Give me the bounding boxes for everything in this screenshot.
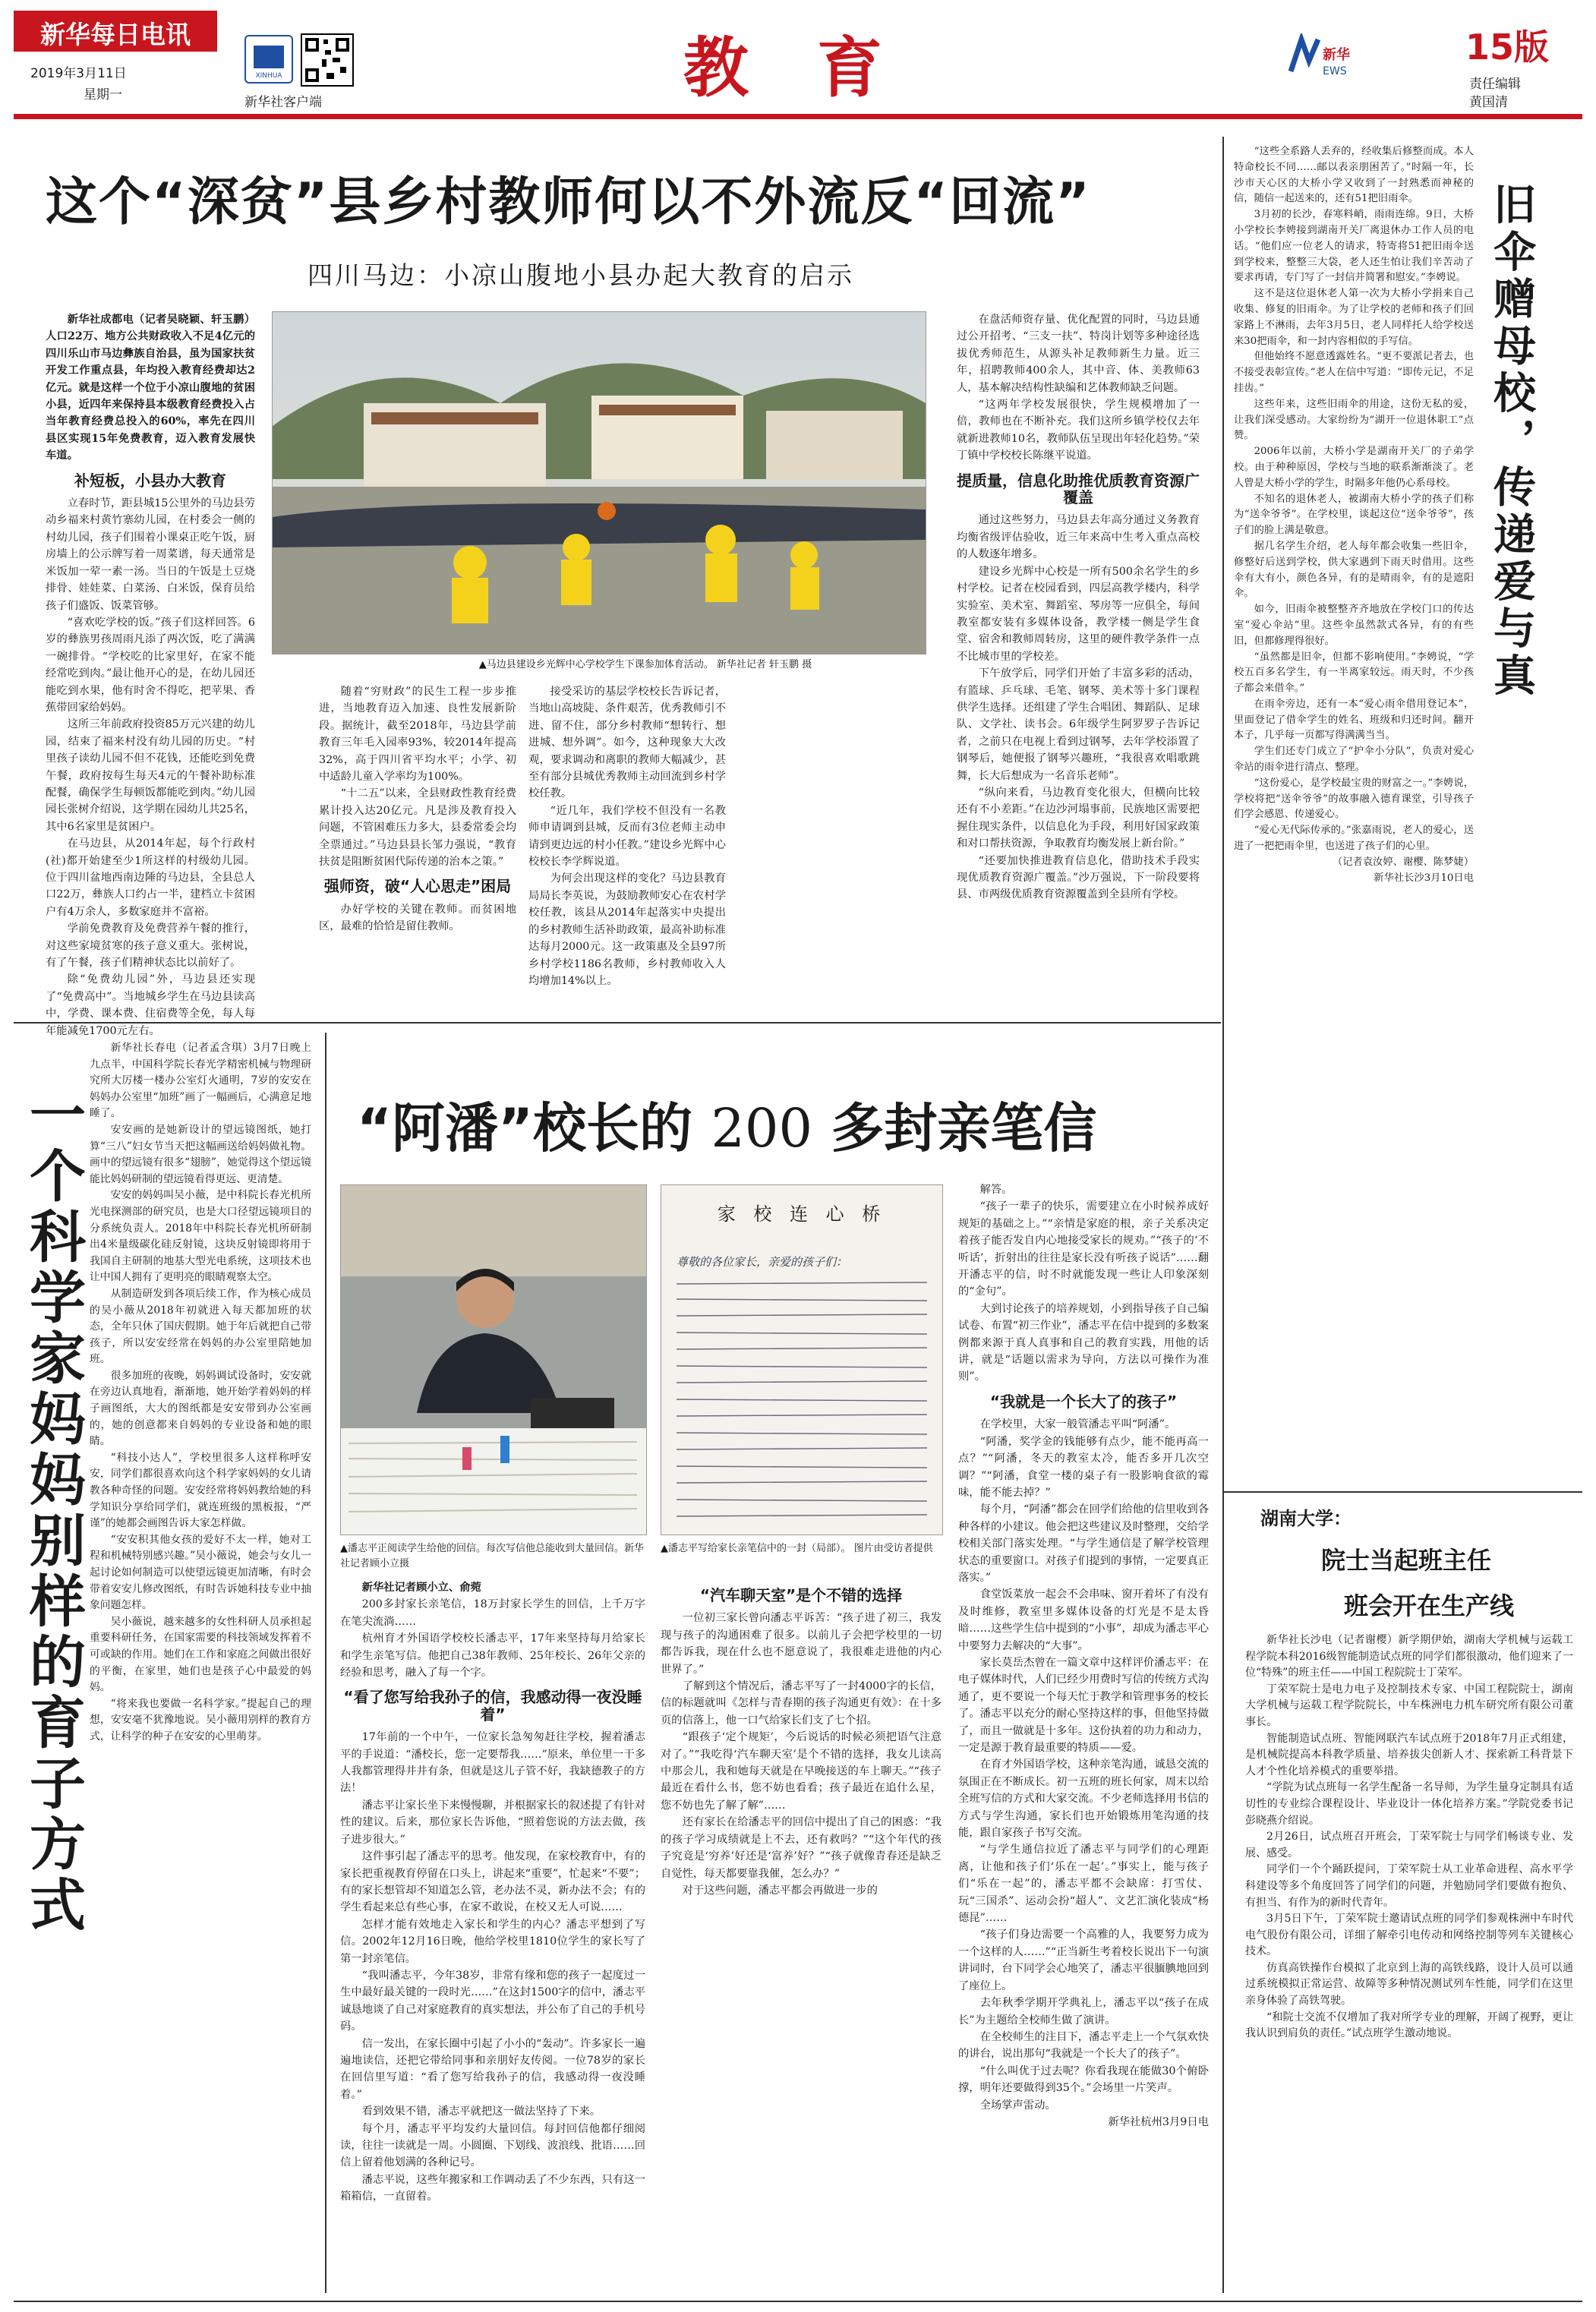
paragraph: 下午放学后，同学们开始了丰富多彩的活动，有篮球、乒乓球、毛笔、钢琴、美术等十多门课程供学生选择。还组建了学生合唱团、舞蹈队、足球队、文学社、读书会。6年级学生阿罗罗子告诉记者，之前只在电视上看到过钢琴，去年学校添置了钢琴后，她便报了钢琴兴趣班，“我很喜欢唱歌跳舞，长大后想成为一名音乐老师”。 xyxy=(957,667,1200,782)
article2-sub1: “看了您写给我孙子的信，我感动得一夜没睡着” xyxy=(343,1688,642,1724)
right-sidebar-rule xyxy=(1222,137,1224,2293)
article2-headline-num: 200 xyxy=(711,1097,812,1159)
paragraph: “还要加快推进教育信息化，借助技术手段实现优质教育资源广覆盖。”沙万强说，下一阶段要将县、市两级优质教育资源覆盖到全县所有学校。 xyxy=(957,854,1200,901)
paragraph: 仿真高铁操作台模拟了北京到上海的高铁线路，设计人员可以通过系统模拟正常运营、故障等多种情况测试列车性能，同学们在这里亲身体验了高铁驾驶。 xyxy=(1245,1961,1573,2008)
paragraph: 食堂饭菜放一起会不会串味、窗开着坏了有没有及时维修，教室里多媒体设备的灯光是不是太昏暗……这些学生信中提到的“小事”，却成为潘志平心中要努力去解决的“大事”。 xyxy=(958,1588,1209,1652)
article1-col2 xyxy=(319,683,516,935)
svg-text:EWS: EWS xyxy=(1323,65,1347,77)
article1-sub2: 强师资，破“人心思走”困局 xyxy=(323,877,512,896)
article2-byline: 新华社记者顾小立、俞菀 xyxy=(361,1582,481,1594)
paragraph: 解答。 xyxy=(979,1184,1013,1196)
paragraph: 信一发出，在家长圈中引起了小小的“轰动”。许多家长一遍遍地读信，还把它带给同事和亲朋好友传阅。一位78岁的家长在回信里写道：“看了您写给我孙子的信，我感动得一夜没睡着。” xyxy=(340,2037,645,2101)
article2-sub2: “汽车聊天室”是个不错的选择 xyxy=(699,1586,903,1604)
paragraph: “安安积其他女孩的爱好不太一样，她对工程和机械特别感兴趣。”吴小薇说，她会与女儿一起讨论如何制造可以使望远镜更加清晰，有时会带着安安儿修改图纸，有时告诉她科技专业中抽象问题怎样。 xyxy=(90,1533,311,1612)
paragraph: 在盘活师资存量、优化配置的同时，马边县通过公开招考、“三支一扶”、特岗计划等多种途径选拔优秀师范生，从源头补足教师新生力量。近三年，招聘教师400余人，其中音、体、美教师63人，基本解决结构性缺编和艺体教师缺乏问题。 xyxy=(957,314,1200,394)
article2-headline-a: “阿潘”校长的 xyxy=(357,1097,693,1159)
letter-title: 家 校 连 心 桥 xyxy=(717,1203,887,1225)
brand-name: 新华每日电讯 xyxy=(40,20,191,49)
umbrella-story-title: 旧伞赠母校，传递爱与真 xyxy=(1487,182,1536,700)
paragraph: 吴小薇说，越来越多的女性科研人员承担起重要科研任务，在国家需要的科技领域发挥着不可或缺的作用。她们在工作和家庭之间做出很好的平衡，在家里，她们也是孩子心中最爱的妈妈。 xyxy=(90,1615,311,1694)
article2-col3 xyxy=(958,1181,1209,2131)
paragraph: 了解到这个情况后，潘志平写了一封4000字的长信，信的标题就叫《怎样与青春期的孩子沟通更有效》：在十多页的信落上，他一口气给家长们支了七个招。 xyxy=(661,1680,942,1727)
paragraph: 潘志平让家长坐下来慢慢聊，并根据家长的叙述提了有针对性的建议。后来，那位家长告诉他，“照着您说的方法去做，孩子进步很大。” xyxy=(340,1799,645,1846)
issue-weekday: 星期一 xyxy=(84,87,122,103)
letter-photo xyxy=(661,1184,943,1535)
paragraph: 智能制造试点班、智能网联汽车试点班于2018年7月正式组建，是机械院提高本科教学质量、培养拔尖创新人才、探索新工科背景下人才个性化培养模式的重要举措。 xyxy=(1245,1732,1573,1777)
section-title: 教 育 xyxy=(683,30,905,106)
article2-sub3: “我就是一个长大了的孩子” xyxy=(989,1392,1178,1411)
paragraph: 办好学校的关键在教师。而贫困地区，最难的恰恰是留住教师。 xyxy=(319,903,516,933)
client-label: 新华社客户端 xyxy=(244,95,322,110)
paragraph: 接受采访的基层学校校长告诉记者，当地山高坡陡、条件艰苦，优秀教师引不进、留不住，部分乡村教师“想转行、想进城、想外调”。如今，这种现象大大改观，要求调动和离职的教师大幅减少，甚至有部分县城优秀教师主动回流到乡村学校任教。 xyxy=(528,686,726,800)
paragraph: 这件事引起了潘志平的思考。他发现，在家校教育中，有的家长把重视教育停留在口头上，讲起来“重要”，忙起来“不要”；有的家长想管却不知道怎么管，老办法不灵，新办法不会；有的学生看起来总有些心事，在家不敢说，在校又无人可说…… xyxy=(340,1850,645,1914)
paragraph: 丁荣军院士是电力电子及控制技术专家、中国工程院院士，湖南大学机械与运载工程学院院长，中车株洲电力机车研究所有限公司董事长。 xyxy=(1245,1683,1573,1728)
paragraph: 很多加班的夜晚，妈妈调试设备时，安安就在旁边认真地看，渐渐地，她开始学着妈妈的样子画图纸，大大的图纸都是安安带到办公室画的，她的创意都来自妈妈的专业设备和她的眼睛。 xyxy=(90,1369,311,1448)
scientist-story-title: 一个科学家妈妈别样的育子方式 xyxy=(21,1086,86,1936)
article1-lead: 新华社成都电（记者吴晓颖、轩玉鹏）人口22万、地方公共财政收入不足4亿元的四川乐山市马边彝族自治县，虽为国家扶贫开发工作重点县，年均投入教育经费却达2亿元。就是这样一个位于小凉山腹地的贫困小县，近四年来保持县本级教育经费投入占当年教育经费总投入的60%，率先在四川县区实现15年免费教育，迈入教育发展快车道。 xyxy=(46,314,255,462)
umbrella-byline: （记者袁汝婷、谢樱、陈梦婕） xyxy=(1332,856,1474,868)
paragraph: 随着“穷财政”的民生工程一步步推进，当地教育迈入加速、良性发展新阶段。据统计，截至2018年，马边县学前教育三年毛入园率93%，较2014年提高32%，高于四川省平均水平；小学、初中适龄儿童入学率均为100%。 xyxy=(319,686,516,784)
paragraph: “学院为试点班每一名学生配备一名导师，为学生量身定制具有适切性的专业综合课程设计、毕业设计一体化培养方案。”学院党委书记彭晓燕介绍说。 xyxy=(1245,1781,1573,1827)
paragraph: 学生们还专门成立了“护伞小分队”，负责对爱心伞站的雨伞进行清点、整理。 xyxy=(1234,746,1474,774)
issue-date: 2019年3月11日 xyxy=(30,66,127,81)
paragraph: 如今，旧雨伞被整整齐齐地放在学校门口的传达室“爱心伞站”里。这些伞虽然款式各异，有的有些旧，但都修理得很好。 xyxy=(1234,604,1474,647)
umbrella-story-body xyxy=(1234,144,1474,886)
page-number: 15版 xyxy=(1465,27,1550,68)
article1-sub3: 提质量，信息化助推优质教育资源广覆盖 xyxy=(957,471,1200,507)
article2-col1 xyxy=(340,1579,645,2206)
paragraph: 杭州育才外国语学校校长潘志平，17年来坚持每月给家长和学生亲笔写信。他把自己38年教师、25年校长、26年父亲的经验和思考，融入了每一个字。 xyxy=(340,1632,645,1680)
paragraph: “喜欢吃学校的饭。”孩子们这样回答。6岁的彝族男孩周雨凡添了两次饭，吃了满满一碗排骨。“学校吃的比家里好，在家不能经常吃到肉。”最让他开心的是，在幼儿园还能吃到水果，他有时舍不得吃，把苹果、香蕉带回家给妈妈。 xyxy=(46,616,255,714)
paragraph: “我叫潘志平，今年38岁，非常有缘和您的孩子一起度过一生中最好最关键的一段时光……”在这封1500字的信中，潘志平诚恳地谈了自己对家庭教育的真实想法，并公布了自己的手机号码。 xyxy=(340,1969,645,2033)
paragraph: 安安画的是她新设计的望远镜图纸，她打算“三八”妇女节当天把这幅画送给妈妈做礼物。画中的望远镜有很多“翅膀”，她觉得这个望远镜能比妈妈研制的望远镜看得更远、更清楚。 xyxy=(90,1123,311,1185)
paragraph: “和院士交流不仅增加了我对所学专业的理解，开阔了视野，更让我认识到肩负的责任。”试点班学生激动地说。 xyxy=(1245,2011,1573,2040)
footer-rule xyxy=(14,2301,1582,2302)
letter-greeting: 尊敬的各位家长，亲爱的孩子们： xyxy=(677,1255,848,1269)
paragraph: 在全校师生的注目下，潘志平走上一个气氛欢快的讲台，说出那句“我就是一个长大了的孩子”。 xyxy=(958,2030,1209,2061)
paragraph: 新华社长春电（记者孟含琪）3月7日晚上九点半，中国科学院长春光学精密机械与物理研究所大厉楼一楼办公室灯火通明，7岁的安安在妈妈办公室里“加班”画了一幅画后，心满意足地睡了。 xyxy=(90,1042,311,1120)
paragraph: “虽然都是旧伞，但都不影响使用。”李娉说，“学校五百多名学生，有一半离家较远。雨天时，不少孩子都会来借伞。” xyxy=(1234,651,1474,695)
paragraph: 据几名学生介绍，老人每年都会收集一些旧伞，修整好后送到学校，供大家遇到下雨天时借用。这些伞有大有小，颜色各异，有的是晴雨伞，有的是遮阳伞。 xyxy=(1234,540,1474,600)
basketball-photo xyxy=(272,311,926,654)
paragraph: 不知名的退休老人，被湖南大桥小学的孩子们称为“送伞爷爷”。在学校里，谈起这位“送伞爷爷”，孩子们的脸上满是敬意。 xyxy=(1234,493,1474,537)
paragraph: 还有家长在给潘志平的回信中提出了自己的困惑：“我的孩子学习成绩就是上不去，还有救吗？”“这个年代的孩子究竟是‘穷养’好还是‘富养’好？”“孩子就像青春还是缺乏自觉性，每天都要靠我催，怎么办？” xyxy=(661,1816,942,1880)
paragraph: 在马边县，从2014年起，每个行政村(社)都开始建至少1所这样的村级幼儿园。位于四川盆地西南边陲的马边县，全县总人口22万，彝族人口约占一半，建档立卡贫困户有4万余人，多数家庭并不富裕。 xyxy=(46,837,255,918)
paragraph: 全场掌声雷动。 xyxy=(979,2099,1056,2112)
xinhua-logo-icon xyxy=(244,35,293,84)
paragraph: 同学们一个个踊跃提问，丁荣军院士从工业革命进程、高水平学科建设等多个角度回答了同学们的问题，并勉励同学们要做有抱负、有担当、有作为的新时代青年。 xyxy=(1245,1863,1573,1909)
paragraph: 为何会出现这样的变化？马边县教育局局长李英说，为鼓励教师安心在农村学校任教，该县从2014年起落实中央提出的乡村教师生活补助政策，最高补助标准达每月2000元。这一政策惠及全县97所乡村学校1186名教师，乡村教师收入人均增加14%以上。 xyxy=(528,872,726,987)
paragraph: 这所三年前政府投资85万元兴建的幼儿园，结束了福来村没有幼儿园的历史。“村里孩子读幼儿园不但不花钱，还能吃到免费午餐，政府按每生每天4元的午餐补助标准配餐，确保学生每顿饭都能吃到肉。”幼儿园园长张树介绍说，这学期在园幼儿共25名，其中6名家里是贫困户。 xyxy=(46,718,255,833)
paragraph: 怎样才能有效地走入家长和学生的内心？潘志平想到了写信。2002年12月16日晚，他给学校里1810位学生的家长写了第一封亲笔信。 xyxy=(340,1918,645,1965)
paragraph: 安安的妈妈叫吴小薇，是中科院长春光机所光电探测部的研究员，也是大口径望远镜项目的分系统负责人。2018年中科院长春光机所研制出4米量级碳化硅反射镜，这块反射镜即将用于我国自主研制的地基大型光电系统，这项技术也让中国人拥有了更明亮的眼睛观察太空。 xyxy=(90,1189,311,1284)
basketball-photo-caption: ▲马边县建设乡光辉中心学校学生下课参加体育活动。 新华社记者 轩玉鹏 摄 xyxy=(478,659,812,670)
paragraph: 潘志平说，这些年搬家和工作调动丢了不少东西，只有这一箱箱信，一直留着。 xyxy=(340,2173,645,2203)
paragraph: 学前免费教育及免费营养午餐的推行，对这些家境贫寒的孩子意义重大。张树说，有了午餐，孩子们精神状态比以前好了。 xyxy=(46,923,255,970)
article2-headline xyxy=(357,1086,1096,1162)
paragraph: “与学生通信拉近了潘志平与同学们的心理距离，让他和孩子们‘乐在一起’。”事实上，能与孩子们“乐在一起”的，潘志平都不会缺席：打雪仗、玩“三国杀”、运动会扮“超人”、文艺汇演化装成“杨德昆”…… xyxy=(958,1844,1209,1925)
paragraph: 2006年以前，大桥小学是湖南开关厂的子弟学校。由于种种原因，学校与当地的联系渐渐淡了。老人曾是大桥小学的学生，时隔多年他仍心系母校。 xyxy=(1234,446,1474,489)
paragraph: “纵向来看，马边教育变化很大，但横向比较还有不小差距。”在边沙河塌事前，民族地区需要把握住现实条件，以信息化为手段，利用好国家政策和对口帮扶资源，争取教育均衡发展上新台阶。” xyxy=(957,786,1200,850)
paragraph: “阿潘，奖学金的钱能够有点少，能不能再高一点？”“阿潘，冬天的教室太冷，能否多开几次空调？”“阿潘，食堂一楼的桌子有一股影响食欲的霉味，能不能去掉？” xyxy=(958,1435,1209,1499)
paragraph: “孩子们身边需要一个高雅的人，我要努力成为一个这样的人……”“正当新生考着校长说出下一句演讲词时，台下同学会心地笑了，潘志平很腼腆地回到了座位上。 xyxy=(958,1929,1209,1992)
paragraph: 200多封家长亲笔信，18万封家长学生的回信，上千万字在笔尖流淌…… xyxy=(340,1598,645,1628)
paragraph: 对于这些问题，潘志平都会再做进一步的 xyxy=(682,1884,878,1897)
article2-dateline: 新华社杭州3月9日电 xyxy=(1108,2115,1209,2128)
article1-sub1: 补短板，小县办大教育 xyxy=(74,471,226,490)
paragraph: “将来我也要做一名科学家。”提起自己的理想，安安毫不犹豫地说。吴小薇用别样的教育方式，让科学的种子在安安的心里萌芽。 xyxy=(90,1697,311,1743)
paragraph: 一位初三家长曾向潘志平诉苦：“孩子进了初三，我发现与孩子的沟通困难了很多。以前儿子会把学校里的一切都告诉我，现在什么也不愿意说了，我很难走进他的内心世界了。” xyxy=(661,1612,942,1676)
paragraph: “科技小达人”，学校里很多人这样称呼安安，同学们都很喜欢向这个科学家妈妈的女儿请教各种奇怪的问题。安安经常将妈妈教给她的科学知识分享给同学们，就连班级的黑板报，“严谨”的她都会画图告诉大家怎样做。 xyxy=(90,1451,311,1530)
paragraph: “近几年，我们学校不但没有一名教师申请调到县城，反而有3位老师主动申请到更边远的村小任教。”建设乡光辉中心校校长李学辉说道。 xyxy=(528,804,726,869)
paragraph: 在育才外国语学校，这种亲笔沟通，诚恳交流的氛围正在不断成长。初一五班的班长何家，周末以给全班写信的方式和大家交流。不少老师选择用书信的方式与学生沟通，家长们也开始锻炼用笔沟通的技能，跟自家孩子书写交流。 xyxy=(958,1758,1209,1840)
paragraph: “爱心无代际传承的。”张嘉雨说，老人的爱心，送进了一把把雨伞里，也送进了孩子们的心里。 xyxy=(1234,825,1474,853)
hunan-body xyxy=(1245,1632,1573,2042)
article1-col4 xyxy=(957,311,1200,904)
article1-headline: 这个“深贫”县乡村教师何以不外流反“回流” xyxy=(46,172,1091,232)
hunan-top-rule xyxy=(1224,1491,1582,1493)
paragraph: 通过这些努力，马边县去年高分通过义务教育均衡省级评估验收，近三年来高中生考入重点高校的人数逐年增多。 xyxy=(957,514,1200,561)
editor-label: 责任编辑 xyxy=(1469,77,1521,92)
hunan-kicker: 湖南大学： xyxy=(1260,1508,1352,1529)
article2-headline-b: 多封亲笔信 xyxy=(831,1097,1097,1159)
paragraph: 3月5日下午，丁荣军院士邀请试点班的同学们参观株洲中车时代电气股份有限公司，详细了解牵引电传动和网络控制等列车关键核心技术。 xyxy=(1245,1913,1573,1958)
paragraph: 家长莫岳杰曾在一篇文章中这样评价潘志平：在电子媒体时代，人们已经少用费时写信的传统方式沟通了，更不要说一个每天忙于教学和管理事务的校长了。潘志平以充分的耐心坚持这样的事，但他坚持做了，而且一做就是十多年。这份执着的功力和动力，一定是源于教育最重要的特质——爱。 xyxy=(958,1656,1209,1754)
paragraph: 这不是这位退休老人第一次为大桥小学捐来自己收集、修复的旧雨伞。为了让学校的老师和孩子们回家路上不淋雨，去年3月5日，老人同样托人给学校送来30把雨伞，和一封内容相似的手写信。 xyxy=(1234,288,1474,347)
paragraph: “这些全系路人丢弃的，经收集后修整而成。本人特命校长不同……邮以表亲朋困苦了。”时隔一年，长沙市天心区的大桥小学又收到了一封熟悉而神秘的信，随信一起送来的，还有51把旧雨伞。 xyxy=(1234,146,1474,205)
paragraph: 但他始终不愿意透露姓名。“更不要派记者去，也不接受表彰宣传。”老人在信中写道：“即传元记，不足挂齿。” xyxy=(1234,351,1474,394)
paragraph: 在学校里，大家一般管潘志平叫“阿潘”。 xyxy=(979,1418,1176,1431)
paragraph: “跟孩子‘定个规矩’，今后说话的时候必须把语气注意对了。”“我吃得‘汽车聊天室’是个不错的选择，我女儿读高中那会儿，我和她每天就是在早晚接送的车上聊天。”“孩子最近在看什么书，您不妨也看看；孩子最近在追什么星，您不妨也先了解了解”…… xyxy=(661,1731,942,1812)
scientist-story-body xyxy=(90,1040,311,1746)
article1-col1 xyxy=(46,311,255,1039)
hunan-title-1: 院士当起班主任 xyxy=(1321,1546,1492,1575)
svg-text:新华: 新华 xyxy=(1323,47,1350,63)
paragraph: 立春时节，距县城15公里外的马边县劳动乡福来村黄竹寨幼儿园，在村委会一侧的村幼儿园，孩子们围着小课桌正吃午饭，厨房墙上的公示牌写着一周菜谱，每天通常是米饭加一荤一素一汤。当日的午饭是土豆烧排骨、娃娃菜、白菜汤、白米饭，保育员给孩子们盛饭、饭菜管够。 xyxy=(46,497,255,612)
paragraph: 从制造研发到各项后续工作，作为核心成员的吴小薇从2018年初就进入每天都加班的状态，全年只休了国庆假期。她于年后就把自己带孩子，所以安安经常在妈妈的办公室里陪她加班。 xyxy=(90,1287,311,1366)
hunan-title-2: 班会开在生产线 xyxy=(1344,1591,1515,1620)
principal-photo xyxy=(340,1184,647,1535)
paragraph: 在雨伞旁边，还有一本“爱心雨伞借用登记本”，里面登记了借伞学生的姓名、班级和归还时间。翻开本子，几乎每一页都写得满满当当。 xyxy=(1234,698,1474,742)
news-logo-icon xyxy=(1288,33,1361,79)
paragraph: 新华社长沙电（记者谢樱）新学期伊始，湖南大学机械与运载工程学院本科2016级智能制造试点班的同学们都很激动，他们迎来了一位“特殊”的班主任——中国工程院院士丁荣军。 xyxy=(1245,1634,1573,1680)
article1-bottom-rule xyxy=(14,1022,1221,1024)
paragraph: 17年前的一个中午，一位家长急匆匆赶往学校，握着潘志平的手说道：“潘校长，您一定要帮我……”原来，单位里一干多人我都管理得井井有条，但就是这儿子管不好，我缺德教子的方法！ xyxy=(340,1731,645,1795)
paragraph: “十二五”以来，全县财政性教育经费累计投入达20亿元。凡是涉及教育投入问题，不管困难压力多大，县委常委会均全票通过。”马边县县长邹力强说，“教育扶贫是阻断贫困代际传递的治本之策。” xyxy=(319,787,516,869)
paragraph: “这份爱心，是学校最宝贵的财富之一。”李娉说，学校将把“送伞爷爷”的故事融入德育课堂，引导孩子们学会感恩、传递爱心。 xyxy=(1234,777,1474,821)
left-sidebar-rule xyxy=(325,1033,326,2293)
umbrella-dateline: 新华社长沙3月10日电 xyxy=(1374,872,1474,884)
paragraph: “这两年学校发展很快，学生规模增加了一倍，教师也在不断补充。我们这所乡镇学校仅去年就新进教师10名，教师队伍呈现出年轻化趋势。”荣丁镇中学校校长陈继平说道。 xyxy=(957,399,1200,462)
letter-photo-caption: ▲潘志平写给家长亲笔信中的一封（局部）。 图片由受访者提供 xyxy=(661,1543,933,1554)
paragraph: 去年秋季学期开学典礼上，潘志平以“孩子在成长”为主题给全校师生做了演讲。 xyxy=(958,1997,1209,2027)
article2-col2 xyxy=(661,1579,942,1899)
paragraph: 3月初的长沙，春寒料峭，雨雨连绵。9日，大桥小学校长李娉接到湖南开关厂离退休办工作人员的电话。“他们应一位老人的请求，特寄将51把旧雨伞送到学校来，整整三大袋，老人还生怕让我们辛苦动了要求再请，专门写了一封信并简署和慰安。”李娉说。 xyxy=(1234,209,1474,284)
paragraph: 每个月，潘志平平均发约大量回信。每封回信他都仔细阅读，往往一读就是一周。小圆圈、下划线、波浪线、批语……回信上留着他划满的各种记号。 xyxy=(340,2122,645,2169)
article1-subhead: 四川马边：小凉山腹地小县办起大教育的启示 xyxy=(308,260,854,290)
masthead-rule xyxy=(14,114,1582,119)
article1-col3 xyxy=(528,683,726,989)
paragraph: 看到效果不错，潘志平就把这一做法坚持了下来。 xyxy=(361,2105,601,2118)
paragraph: “什么叫优于过去呢？你看我现在能做30个俯卧撑，明年还要做得到35个。”会场里一片笑声。 xyxy=(958,2064,1209,2095)
paragraph: “孩子一辈子的快乐，需要建立在小时候养成好规矩的基础之上。”“亲情是家庭的根，亲子关系决定着孩子能否发自内心地接受家长的规劝。”“孩子的‘不听话’，折射出的往往是家长没有听孩子说话”……翻开潘志平的信，时不时就能发现一些让人印象深刻的“金句”。 xyxy=(958,1200,1209,1298)
paragraph: 建设乡光辉中心校是一所有500余名学生的乡村学校。记者在校园看到，四层高教学楼内，科学实验室、美术室、舞蹈室、琴房等一应俱全，每间教室都安装有多媒体设备，教学楼一侧是学生食堂、宿舍和教师周转房，这里的硬件教学条件一点不比城市里的学校差。 xyxy=(957,565,1200,663)
qr-code-icon[interactable] xyxy=(301,33,354,87)
paragraph: 这些年来，这些旧雨伞的用途，这份无私的爱，让我们深受感动。大家纷纷为“湖开一位退休职工”点赞。 xyxy=(1234,398,1474,442)
paragraph: 大到讨论孩子的培养规划，小到指导孩子自己编试卷、布置“初三作业”，潘志平在信中提到的多数案例都来源于真人真事和自己的教育实践，用他的话讲，就是“话题以需求为导向，方法以可操作为准则”。 xyxy=(958,1302,1209,1383)
paragraph: 每个月，“阿潘”都会在回学们给他的信里收到各种各样的小建议。他会把这些建议及时整理，交给学校相关部门落实处理。“与学生通信是了解学校管理状态的重要窗口。对孩子们提到的事情，一定要真正落实。” xyxy=(958,1503,1209,1584)
paragraph: 2月26日，试点班召开班会，丁荣军院士与同学们畅谈专业、发展、感受。 xyxy=(1245,1831,1573,1859)
svg-text:XINHUA: XINHUA xyxy=(255,72,282,80)
principal-photo-caption: ▲潘志平正阅读学生给他的回信。每次写信他总能收到大量回信。新华社记者顾小立摄 xyxy=(340,1543,644,1569)
editor-name: 黄国清 xyxy=(1469,95,1508,110)
paragraph: 除“免费幼儿园”外，马边县还实现了“免费高中”。当地城乡学生在马边县读高中，学费、课本费、住宿费等全免，每人每年能减免1700元左右。 xyxy=(46,973,255,1037)
